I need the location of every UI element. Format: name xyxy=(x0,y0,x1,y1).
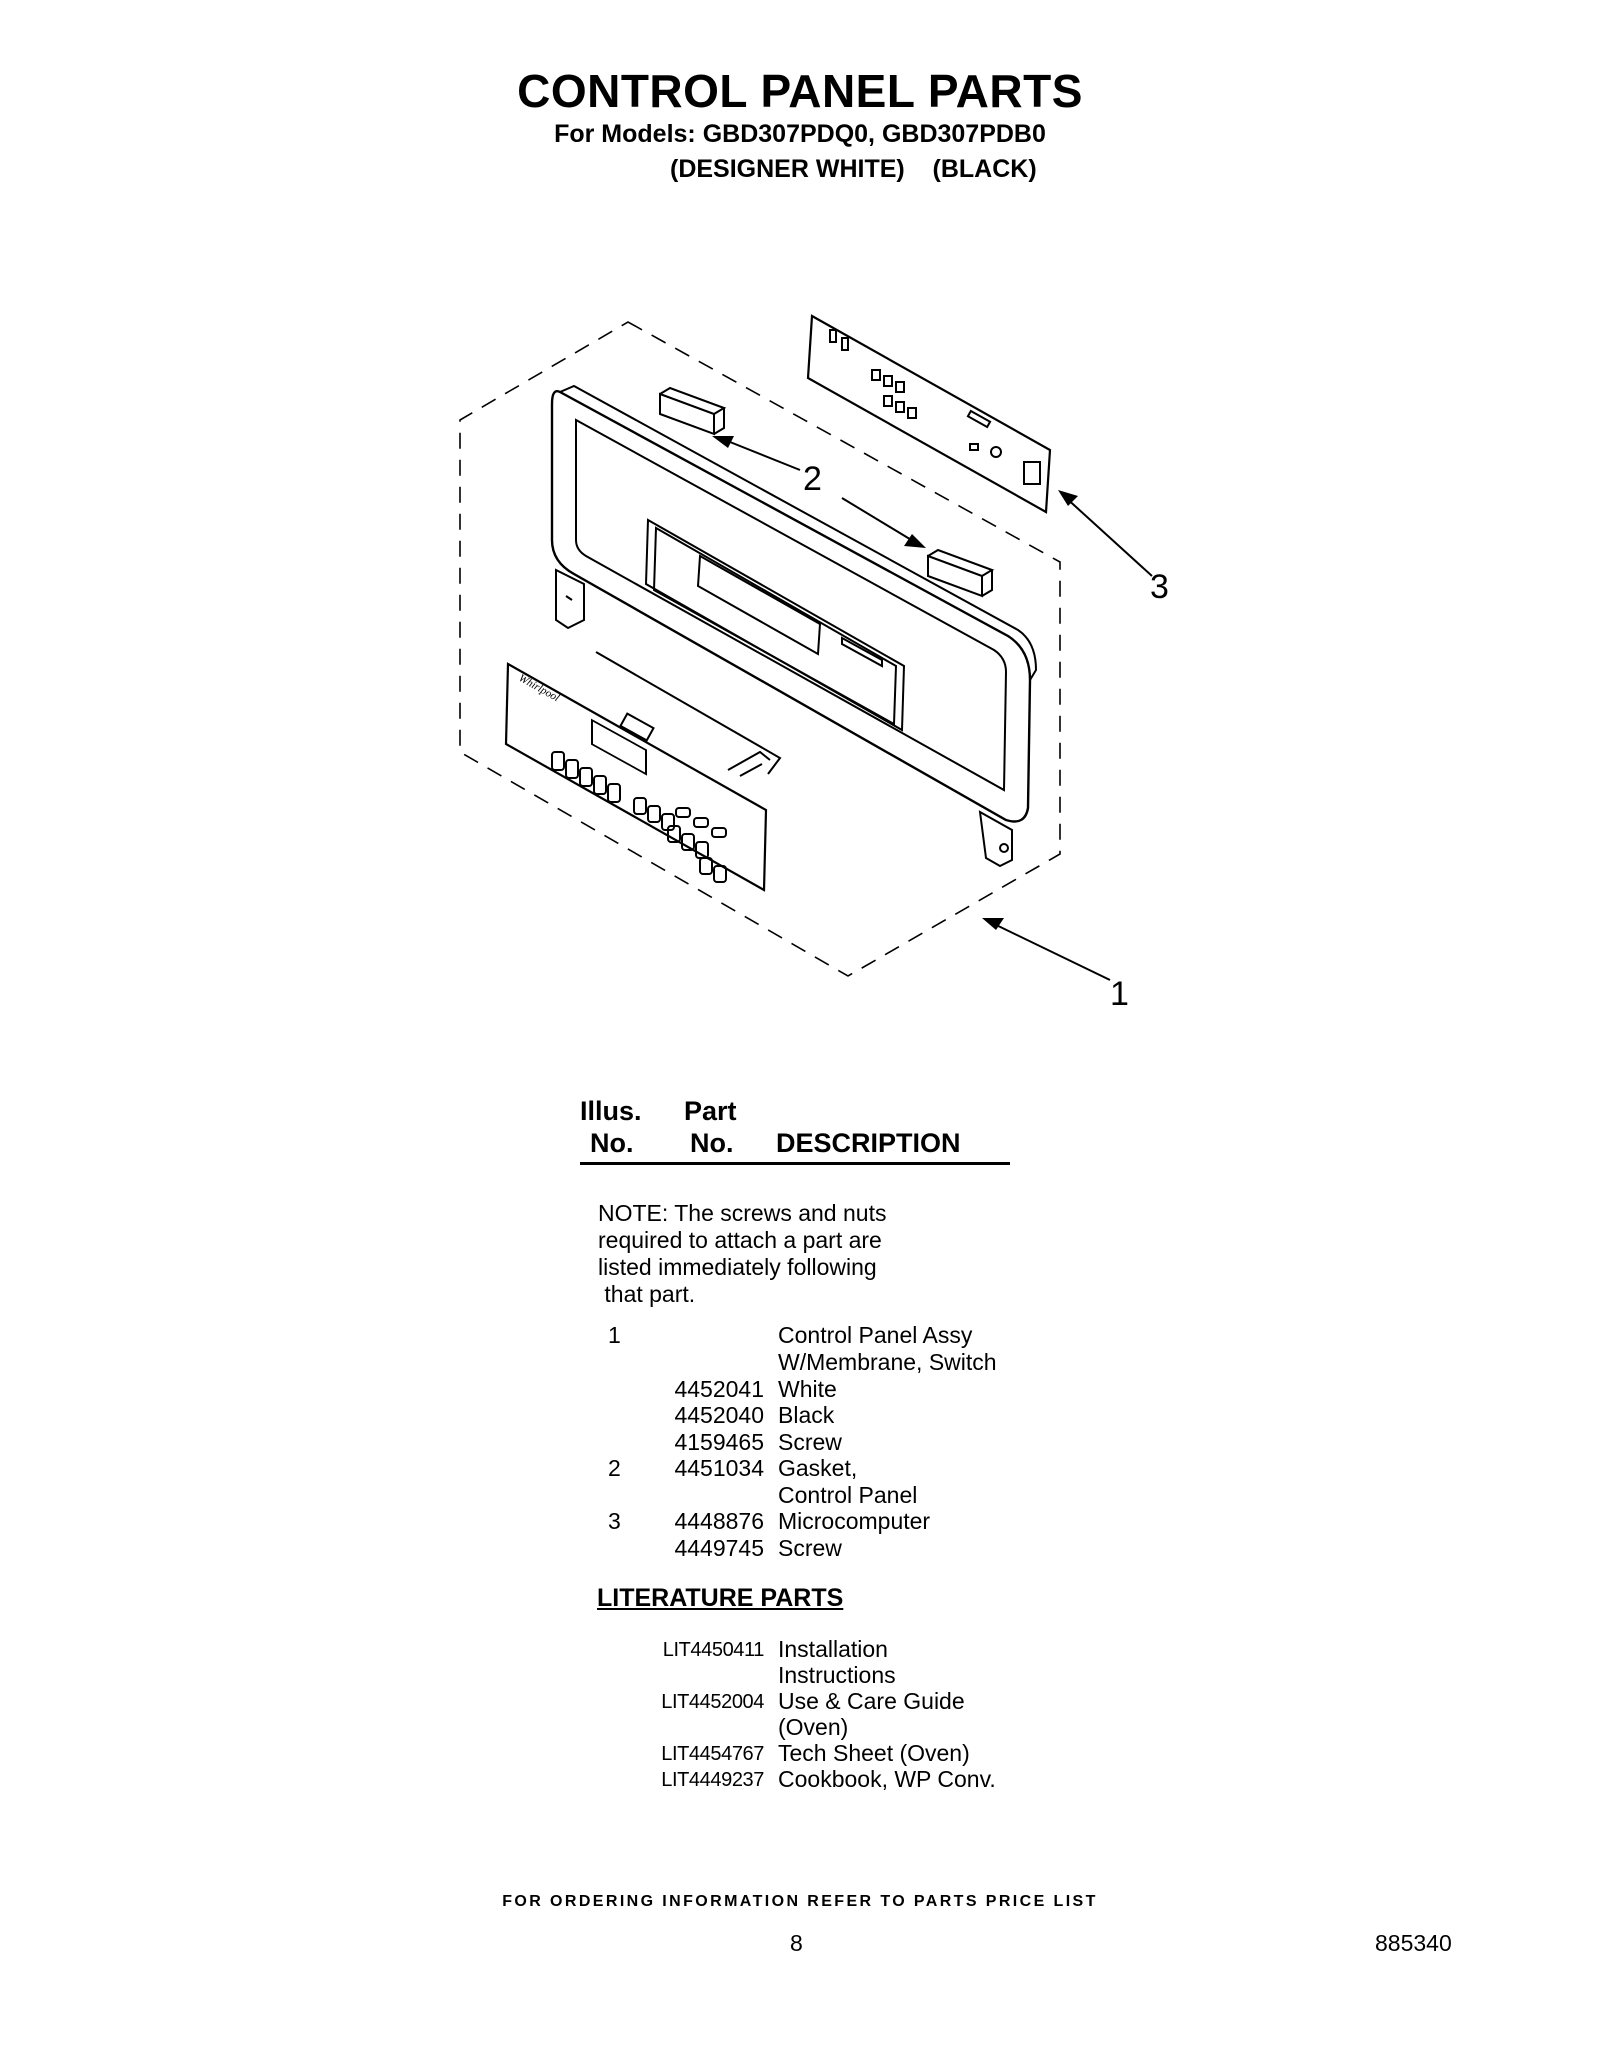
header-illus-line2: No. xyxy=(590,1128,634,1158)
document-number: 885340 xyxy=(1375,1930,1452,1956)
leader-line-1 xyxy=(990,922,1110,980)
row-illus: 2 xyxy=(608,1455,621,1481)
lit-part: LIT4454767 xyxy=(661,1743,764,1765)
lit-desc: Cookbook, WP Conv. xyxy=(778,1766,996,1792)
lit-desc: (Oven) xyxy=(778,1714,849,1740)
parts-note xyxy=(598,1200,958,1308)
row-desc: Control Panel Assy xyxy=(778,1322,973,1348)
note-line: listed immediately following xyxy=(598,1254,877,1280)
note-line: NOTE: The screws and nuts xyxy=(598,1200,887,1226)
row-desc: Control Panel xyxy=(778,1482,918,1508)
row-desc: Screw xyxy=(778,1429,842,1455)
lit-part: LIT4452004 xyxy=(661,1691,764,1713)
note-line: that part. xyxy=(598,1281,696,1307)
note-line: required to attach a part are xyxy=(598,1227,882,1253)
header-part-line2: No. xyxy=(690,1128,734,1158)
lit-desc: Tech Sheet (Oven) xyxy=(778,1740,970,1766)
row-desc: Black xyxy=(778,1402,835,1428)
callout-3: 3 xyxy=(1150,568,1169,606)
control-panel-frame xyxy=(552,386,1036,866)
lit-part: LIT4450411 xyxy=(662,1639,764,1661)
leader-line-2b xyxy=(842,498,918,544)
row-illus: 1 xyxy=(608,1322,621,1348)
leader-line-3 xyxy=(1064,496,1152,576)
leader-line-2a xyxy=(720,438,800,470)
row-part: 4451034 xyxy=(674,1455,764,1481)
header-part-line1: Part xyxy=(684,1096,737,1126)
row-part: 4449745 xyxy=(674,1535,764,1561)
models-line: For Models: GBD307PDQ0, GBD307PDB0 xyxy=(554,120,1046,148)
literature-parts-title: LITERATURE PARTS xyxy=(597,1584,844,1612)
callout-1: 1 xyxy=(1110,975,1129,1013)
callout-2: 2 xyxy=(803,460,822,498)
header-rule xyxy=(580,1162,1010,1165)
row-part: 4452041 xyxy=(674,1376,764,1402)
row-desc: Microcomputer xyxy=(778,1508,931,1534)
row-part: 4452040 xyxy=(674,1402,764,1428)
row-desc: White xyxy=(778,1376,837,1402)
lit-desc: Use & Care Guide xyxy=(778,1688,965,1714)
whirlpool-logo: Whirlpool xyxy=(516,672,562,705)
ordering-info-note: FOR ORDERING INFORMATION REFER TO PARTS PRICE LIST xyxy=(502,1893,1098,1910)
arrowhead-2b xyxy=(904,534,926,548)
lit-desc: Installation xyxy=(778,1636,888,1662)
header-description: DESCRIPTION xyxy=(776,1128,961,1158)
page-title: CONTROL PANEL PARTS xyxy=(517,65,1083,117)
gasket-upper xyxy=(660,388,724,434)
page-number: 8 xyxy=(790,1930,803,1956)
arrowhead-2a xyxy=(712,436,734,448)
lit-part: LIT4449237 xyxy=(661,1769,764,1791)
microcomputer-board xyxy=(808,316,1050,512)
row-illus: 3 xyxy=(608,1508,621,1534)
row-desc: Gasket, xyxy=(778,1455,858,1481)
lit-desc: Instructions xyxy=(778,1662,896,1688)
row-desc: W/Membrane, Switch xyxy=(778,1349,997,1375)
color-variants-line: (DESIGNER WHITE) (BLACK) xyxy=(670,155,1037,183)
row-desc: Screw xyxy=(778,1535,842,1561)
row-part: 4159465 xyxy=(674,1429,764,1455)
header-illus-line1: Illus. xyxy=(580,1096,642,1126)
row-part: 4448876 xyxy=(674,1508,764,1534)
arrowhead-3 xyxy=(1058,490,1078,506)
gasket-lower xyxy=(928,550,992,596)
